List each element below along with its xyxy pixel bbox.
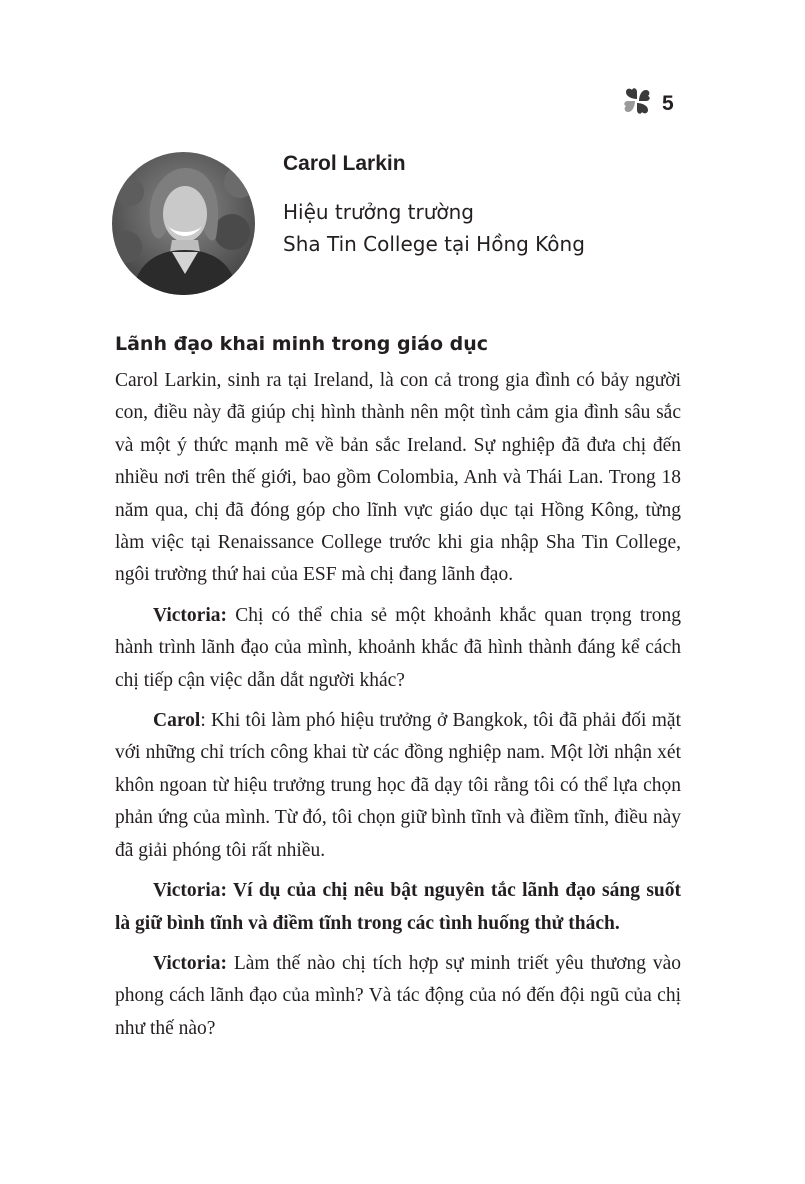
page-number: 5 [662, 91, 674, 115]
utterance-text: Ví dụ của chị nêu bật nguyên tắc lãnh đạo sáng suốt là giữ bình tĩnh và điềm tĩnh trong các tình huống thử thách. [115, 880, 681, 934]
utterance-text: Chị có thể chia sẻ một khoảnh khắc quan trọng trong hành trình lãnh đạo của mình, khoảnh khắc đã hình thành đáng kể cách chị tiếp cận việc dẫn dắt người khác? [115, 604, 681, 691]
profile-role [283, 196, 585, 260]
utterance-text: : Khi tôi làm phó hiệu trưởng ở Bangkok, tôi đã phải đối mặt với những chỉ trích công khai từ các đồng nghiệp nam. Một lời nhận xét khôn ngoan từ hiệu trưởng trung học đã dạy tôi rằng tôi có thể lựa chọn phản ứng của mình. Từ đó, tôi chọn giữ bình tĩnh và điềm tĩnh, điều này đã giải phóng tôi rất nhiều. [115, 710, 681, 861]
section-title: Lãnh đạo khai minh trong giáo dục [115, 333, 489, 355]
profile-role-line-1: Hiệu trưởng trường [283, 200, 474, 224]
profile-role-line-2: Sha Tin College tại Hồng Kông [283, 232, 585, 256]
page-header [622, 86, 674, 121]
dialogue-paragraph [115, 600, 681, 697]
four-leaf-clover-icon [622, 86, 652, 121]
profile-block [112, 152, 712, 302]
speaker-label: Victoria: [153, 880, 227, 902]
profile-name: Carol Larkin [283, 152, 406, 175]
speaker-label: Victoria: [153, 952, 227, 974]
dialogue-paragraph [115, 875, 681, 940]
dialogue-paragraph [115, 948, 681, 1045]
avatar [112, 152, 255, 295]
article-body [115, 365, 681, 1053]
speaker-label: Carol [153, 710, 201, 732]
utterance-text: Làm thế nào chị tích hợp sự minh triết yêu thương vào phong cách lãnh đạo của mình? Và tác động của nó đến đội ngũ của chị như thế nào? [115, 952, 681, 1039]
dialogue-paragraph [115, 705, 681, 867]
intro-paragraph: Carol Larkin, sinh ra tại Ireland, là con cả trong gia đình có bảy người con, điều này đã giúp chị hình thành nên một tình cảm gia đình sâu sắc và một ý thức mạnh mẽ về bản sắc Ireland. Sự nghiệp đã đưa chị đến nhiều nơi trên thế giới, bao gồm Colombia, Anh và Thái Lan. Trong 18 năm qua, chị đã đóng góp cho lĩnh vực giáo dục tại Hồng Kông, từng làm việc tại Renaissance College trước khi gia nhập Sha Tin College, ngôi trường thứ hai của ESF mà chị đang lãnh đạo. [115, 370, 681, 586]
speaker-label: Victoria: [153, 604, 227, 626]
